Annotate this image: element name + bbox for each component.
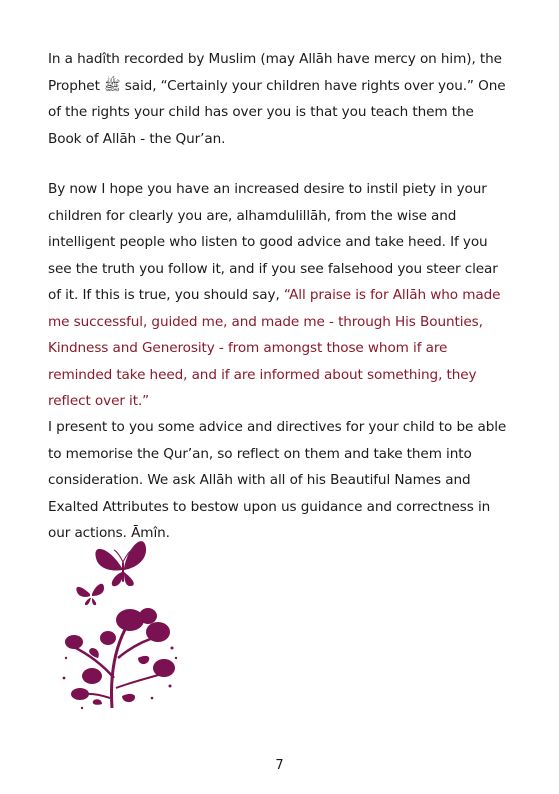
paragraph-piety-text: By now I hope you have an increased desire to instil piety in your children for clearly you are, alhamdulillāh, from the wise and intelligent people who listen to good advice and take heed. If you see the truth you follow it, and if you see falsehood you steer clear of it. If this is true, you should say, bbox=[48, 181, 498, 303]
small-butterfly-icon bbox=[76, 584, 104, 605]
paragraph-hadith bbox=[48, 46, 510, 152]
paragraph-piety bbox=[48, 176, 510, 415]
butterfly-flower-ornament-icon bbox=[52, 528, 192, 718]
paragraph-hadith-text: In a hadîth recorded by Muslim (may Allāh have mercy on him), the Prophet ﷺ said, “Certainly your children have rights over you.” One of the rights your child has over you is that you teach them the Book of Allāh - the Qur’an. bbox=[48, 51, 506, 147]
supplication-quote: “All praise is for Allāh who made me successful, guided me, and made me - through His Bounties, Kindness and Generosity - from amongst those whom if are reminded take heed, and if are informed about something, they reflect over it.” bbox=[48, 287, 501, 409]
flower-stems-icon bbox=[63, 608, 178, 709]
large-butterfly-icon bbox=[95, 541, 146, 586]
page-number: 7 bbox=[275, 758, 284, 773]
paragraph-advice-text: I present to you some advice and directives for your child to be able to memorise the Qur’an, so reflect on them and take them into consideration. We ask Allāh with all of his Beautiful Names and Exalted Attributes to bestow upon us guidance and correctness in our actions. Āmîn. bbox=[48, 419, 507, 541]
paragraph-advice bbox=[48, 414, 510, 547]
